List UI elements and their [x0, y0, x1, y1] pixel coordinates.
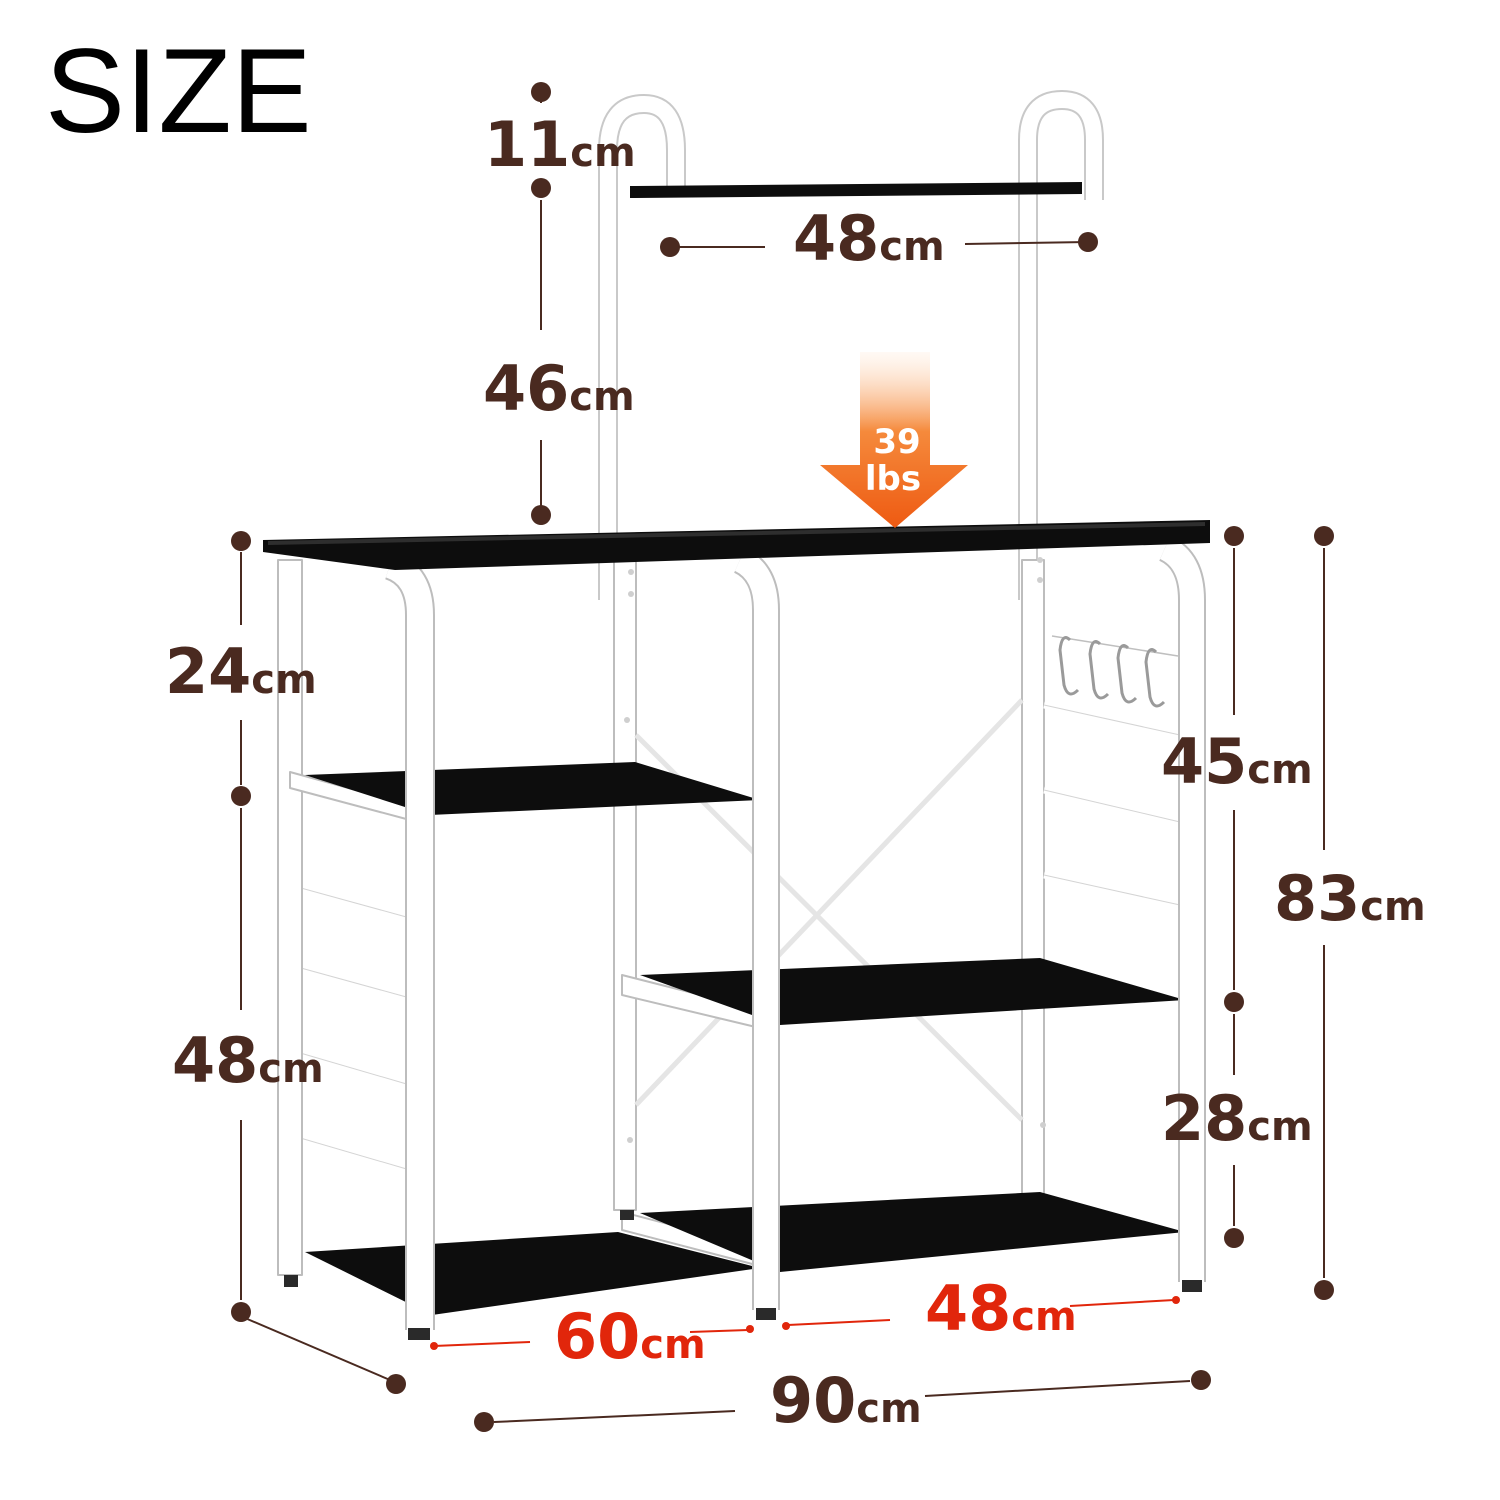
back-cross-brace [636, 700, 1022, 1120]
dimension-value: 48 [172, 1024, 259, 1097]
dimension-dot [746, 1325, 754, 1333]
dimension-label-left-bay-width [554, 1300, 706, 1373]
dimension-unit: cm [1247, 747, 1313, 793]
dimension-unit: cm [879, 224, 945, 270]
dimension-dot [531, 82, 551, 102]
hook-rail [1052, 636, 1178, 706]
dimension-unit: cm [1360, 884, 1426, 930]
left-side-rungs [290, 885, 410, 1170]
front-left-leg [390, 565, 430, 1340]
dimension-unit: cm [258, 1046, 324, 1092]
front-center-leg [740, 560, 776, 1320]
load-capacity-value: 39 [873, 422, 921, 462]
dimension-unit: cm [251, 657, 317, 703]
frame-screws [624, 557, 1046, 1143]
dimension-label-total-height [1274, 862, 1426, 935]
dimension-unit: cm [640, 1322, 706, 1368]
dimension-label-total-width [770, 1364, 922, 1437]
dimension-label-right-bay-width [925, 1272, 1077, 1345]
dimension-unit: cm [1011, 1294, 1077, 1340]
dimension-value: 11 [484, 108, 571, 181]
dimension-dot [660, 237, 680, 257]
dimension-value: 24 [165, 635, 252, 708]
dimension-value: 46 [483, 352, 570, 425]
dimension-dot [231, 786, 251, 806]
dimension-dot [386, 1374, 406, 1394]
dimension-label-right-upper-gap [1161, 725, 1313, 798]
s-hook [1146, 650, 1164, 706]
dimension-dot [231, 531, 251, 551]
dimension-dot [1172, 1296, 1180, 1304]
dimension-value: 48 [793, 202, 880, 275]
back-left-foot [284, 1275, 298, 1287]
dimension-unit: cm [570, 130, 636, 176]
dimension-value: 28 [1161, 1082, 1248, 1155]
dimension-dot [531, 178, 551, 198]
dimension-unit: cm [856, 1386, 922, 1432]
page-title: SIZE [45, 24, 312, 158]
dimension-value: 60 [554, 1300, 641, 1373]
top-shelf [630, 182, 1082, 198]
dimension-label-top-shelf-width [793, 202, 945, 275]
s-hook [1118, 646, 1136, 702]
dimension-dot [1224, 526, 1244, 546]
back-right-upright [1022, 100, 1094, 1200]
dimension-dot [474, 1412, 494, 1432]
dimension-dot [1314, 526, 1334, 546]
dimension-label-right-lower-gap [1161, 1082, 1313, 1155]
s-hook [1060, 638, 1078, 694]
dimension-value: 45 [1161, 725, 1248, 798]
dimension-dot [1224, 992, 1244, 1012]
dimension-dot [1224, 1228, 1244, 1248]
load-capacity-arrow [820, 352, 968, 528]
dimension-value: 48 [925, 1272, 1012, 1345]
dimension-unit: cm [569, 374, 635, 420]
dimension-unit: cm [1247, 1104, 1313, 1150]
dimension-value: 83 [1274, 862, 1361, 935]
dimension-dot [531, 505, 551, 525]
dimension-value: 90 [770, 1364, 857, 1437]
front-right-leg [1165, 548, 1202, 1292]
right-side-rungs [1044, 705, 1180, 905]
dimension-dot [782, 1322, 790, 1330]
dimension-dot [1191, 1370, 1211, 1390]
load-capacity-unit: lbs [864, 459, 922, 499]
back-left-upright [608, 104, 676, 1210]
dimension-dot [1078, 232, 1098, 252]
s-hook [1090, 642, 1108, 698]
back-center-foot [620, 1210, 634, 1220]
baker-rack-illustration [263, 100, 1210, 1340]
dimension-dot [1314, 1280, 1334, 1300]
dimension-dot [430, 1342, 438, 1350]
